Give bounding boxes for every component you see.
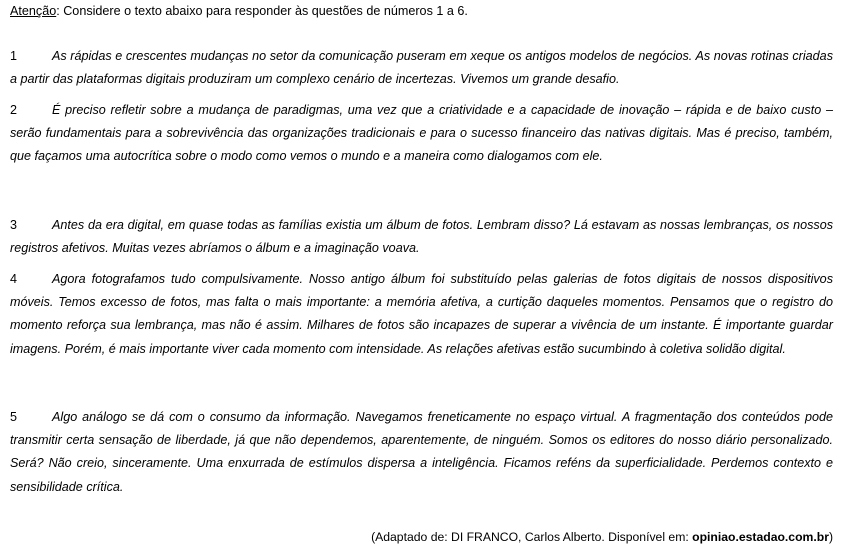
source-site: opiniao.estadao.com.br [692,530,829,544]
attention-label: Atenção [10,4,57,18]
paragraph-number: 4 [10,272,18,286]
source-prefix: (Adaptado de: DI FRANCO, Carlos Alberto. Disponível em: [371,530,693,544]
paragraph-text: Agora fotografamos tudo compulsivamente. Nosso antigo álbum foi substituído pelas galerias de fotos digitais de nossos dispositivos móveis. Temos excesso de fotos, mas falta o mais importante: a memória afetiva, a curtição daqueles momentos. Pensamos que o registro do momento reforça sua lembrança, mas não é assim. Milhares de fotos são incapazes de superar a vivência de um instante. É importante guardar imagens. Porém, é mais importante viver cada momento com intensidade. As relações afetivas estão sucumbindo à coletiva solidão digital. [10,272,833,356]
paragraph-text: As rápidas e crescentes mudanças no setor da comunicação puseram em xeque os antigos modelos de negócios. As novas rotinas criadas a partir das plataformas digitais produziram um complexo cenário de incertezas. Vivemos um grande desafio. [10,49,833,87]
paragraph-number: 2 [10,103,18,117]
paragraph-number: 1 [10,49,18,63]
instruction-text: : Considere o texto abaixo para responder às questões de números 1 a 6. [56,4,468,18]
paragraph-text: Antes da era digital, em quase todas as famílias existia um álbum de fotos. Lembram disso? Lá estavam as nossas lembranças, os nossos registros afetivos. Muitas vezes abríamos o álbum e a imaginação voava. [10,218,833,256]
paragraph-number: 3 [10,218,18,232]
paragraph-text: Algo análogo se dá com o consumo da informação. Navegamos freneticamente no espaço virtual. A fragmentação dos conteúdos pode transmitir certa sensação de liberdade, já que não dependemos, aparentemente, de ninguém. Somos os editores do nosso diário personalizado. Será? Não creio, sinceramente. Uma enxurrada de estímulos dispersa a inteligência. Ficamos reféns da superficialidade. Perdemos contexto e sensibilidade crítica. [10,410,833,494]
instruction-header [10,4,468,18]
paragraph-1 [10,45,833,91]
paragraph-text: É preciso refletir sobre a mudança de paradigmas, uma vez que a criatividade e a capacidade de inovação – rápida e de baixo custo – serão fundamentais para a sobrevivência das organizações tradicionais e para o sucesso financeiro das nativas digitais. Mas é preciso, também, que façamos uma autocrítica sobre o modo como vemos o mundo e a maneira como dialogamos com ele. [10,103,833,164]
paragraph-2 [10,99,833,169]
paragraph-4 [10,268,833,361]
source-citation [371,530,833,544]
source-suffix: ) [828,530,833,544]
paragraph-5 [10,406,833,499]
paragraph-number: 5 [10,410,18,424]
paragraph-3 [10,214,833,260]
